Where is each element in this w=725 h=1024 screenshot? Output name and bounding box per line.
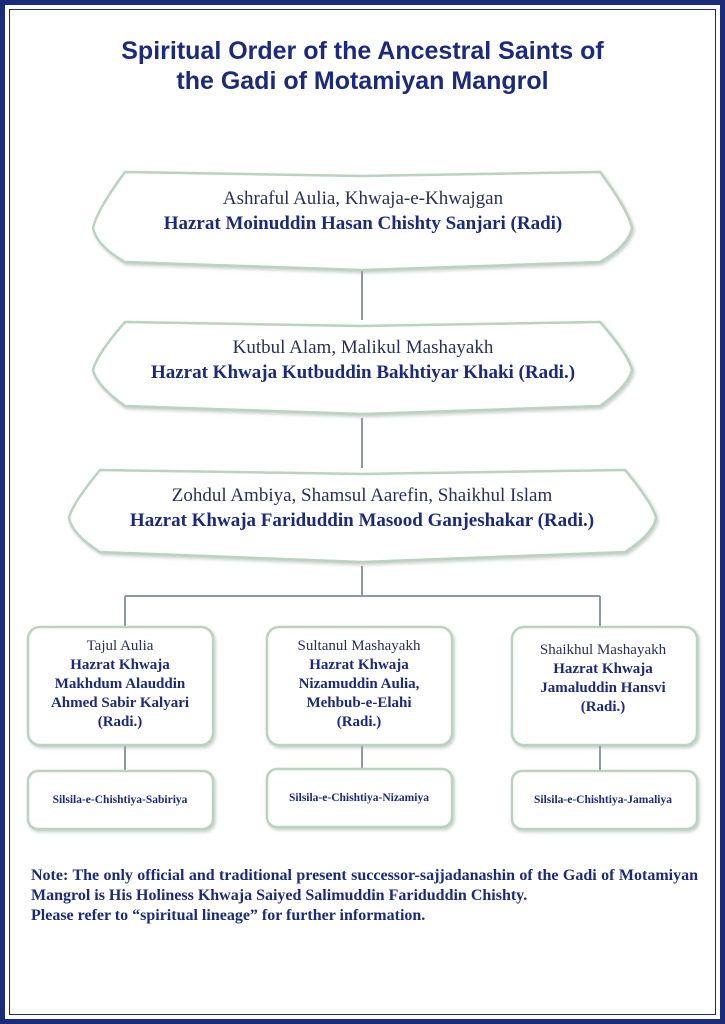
child-node-jamaluddin bbox=[513, 641, 693, 717]
child-node-sabir bbox=[30, 637, 210, 732]
child-3-title: Shaikhul Mashayakh bbox=[539, 642, 667, 658]
child-1-line-3: Ahmed Sabir Kalyari bbox=[50, 695, 190, 711]
node-moinuddin bbox=[98, 186, 628, 236]
child-2-line-3: Mehbub-e-Elahi bbox=[306, 695, 412, 711]
child-1-line-1: Hazrat Khwaja bbox=[70, 657, 170, 673]
child-node-nizamuddin bbox=[270, 637, 448, 732]
node-2-titles: Kutbul Alam, Malikul Mashayakh bbox=[232, 337, 494, 358]
node-1-titles: Ashraful Aulia, Khwaja-e-Khwajgan bbox=[222, 188, 504, 209]
child-3-line-1: Hazrat Khwaja bbox=[553, 661, 653, 677]
node-1-name: Hazrat Moinuddin Hasan Chishty Sanjari (Radi) bbox=[163, 213, 563, 234]
note-text: Note: The only official and traditional present successor-sajjadanashin of the Gadi of Motamiyan Mangrol is His Holiness Khwaja Saiyed Salimuddin Fariduddin Chishty. bbox=[31, 867, 698, 904]
node-2-name: Hazrat Khwaja Kutbuddin Bakhtiyar Khaki (Radi.) bbox=[150, 362, 576, 383]
note-reference: Please refer to “spiritual lineage” for further information. bbox=[31, 907, 426, 924]
title-line-1: Spiritual Order of the Ancestral Saints of bbox=[121, 37, 604, 65]
title-line-2: the Gadi of Motamiyan Mangrol bbox=[176, 67, 549, 95]
child-2-line-1: Hazrat Khwaja bbox=[309, 657, 409, 673]
child-2-title: Sultanul Mashayakh bbox=[297, 638, 421, 654]
child-1-line-4: (Radi.) bbox=[97, 714, 143, 730]
silsila-nizamiya: Silsila-e-Chishtiya-Nizamiya bbox=[289, 792, 429, 804]
node-kutbuddin bbox=[98, 335, 628, 385]
child-3-line-2: Jamaluddin Hansvi bbox=[540, 680, 666, 696]
node-3-name: Hazrat Khwaja Fariduddin Masood Ganjeshakar (Radi.) bbox=[129, 510, 595, 531]
silsila-jamaliya: Silsila-e-Chishtiya-Jamaliya bbox=[533, 794, 672, 806]
silsila-sabiriya: Silsila-e-Chishtiya-Sabiriya bbox=[52, 794, 188, 806]
child-3-line-3: (Radi.) bbox=[580, 699, 626, 715]
node-3-titles: Zohdul Ambiya, Shamsul Aarefin, Shaikhul Islam bbox=[171, 485, 553, 506]
child-2-line-4: (Radi.) bbox=[336, 714, 382, 730]
child-2-line-2: Nizamuddin Aulia, bbox=[298, 676, 420, 692]
child-1-line-2: Makhdum Alauddin bbox=[54, 676, 186, 692]
child-1-title: Tajul Aulia bbox=[86, 638, 154, 654]
footer-note bbox=[31, 866, 698, 926]
node-fariduddin bbox=[72, 483, 652, 533]
